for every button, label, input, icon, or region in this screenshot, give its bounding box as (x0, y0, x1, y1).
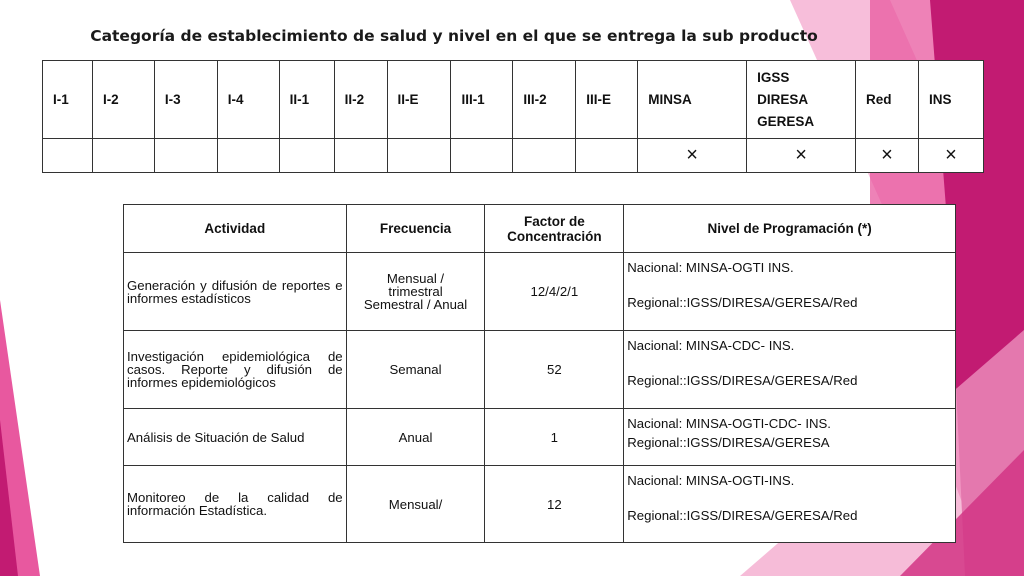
empty-cell (387, 139, 451, 173)
level-header-red: Red (856, 61, 919, 139)
x-mark-icon: × (856, 139, 919, 173)
geresa-line: GERESA (757, 113, 815, 129)
table-row (124, 409, 956, 466)
nivel-nacional: Nacional: MINSA-OGTI-CDC- INS. (627, 416, 831, 431)
x-mark-icon: × (918, 139, 983, 173)
header-nivel: Nivel de Programación (*) (624, 205, 956, 253)
activity-header-row (124, 205, 956, 253)
nivel-regional: Regional::IGSS/DIRESA/GERESA (627, 435, 830, 450)
frecuencia-line: Semestral / Anual (363, 297, 468, 312)
level-header: II-1 (279, 61, 334, 139)
nivel-nacional: Nacional: MINSA-CDC- INS. (627, 338, 795, 353)
empty-cell (279, 139, 334, 173)
table-row (124, 331, 956, 409)
frecuencia-cell: Mensual/ (346, 466, 485, 543)
nivel-nacional: Nacional: MINSA-OGTI INS. (627, 260, 794, 275)
nivel-cell (624, 331, 956, 409)
header-frecuencia: Frecuencia (346, 205, 485, 253)
level-header-ins: INS (918, 61, 983, 139)
table-row (124, 253, 956, 331)
header-factor (485, 205, 624, 253)
frecuencia-cell: Anual (346, 409, 485, 466)
level-header: III-2 (513, 61, 576, 139)
x-mark-icon: × (747, 139, 856, 173)
empty-cell (576, 139, 638, 173)
factor-cell: 52 (485, 331, 624, 409)
levels-table (42, 60, 984, 173)
level-header: I-4 (217, 61, 279, 139)
actividad-cell: Generación y difusión de reportes e informes estadísticos (124, 253, 347, 331)
empty-cell (154, 139, 217, 173)
factor-cell: 12 (485, 466, 624, 543)
actividad-cell: Análisis de Situación de Salud (124, 409, 347, 466)
levels-header-row (43, 61, 984, 139)
actividad-cell: Monitoreo de la calidad de información Estadística. (124, 466, 347, 543)
empty-cell (217, 139, 279, 173)
nivel-regional: Regional::IGSS/DIRESA/GERESA/Red (627, 295, 858, 310)
levels-marks-row (43, 139, 984, 173)
frecuencia-cell: Semanal (346, 331, 485, 409)
factor-cell: 12/4/2/1 (485, 253, 624, 331)
level-header: III-1 (451, 61, 513, 139)
x-mark-icon: × (638, 139, 747, 173)
level-header-igss (747, 61, 856, 139)
nivel-nacional: Nacional: MINSA-OGTI-INS. (627, 473, 795, 488)
factor-cell: 1 (485, 409, 624, 466)
page-title: Categoría de establecimiento de salud y nivel en el que se entrega la sub producto (90, 27, 818, 45)
diresa-line: DIRESA (757, 91, 809, 107)
frecuencia-cell (346, 253, 485, 331)
nivel-regional: Regional::IGSS/DIRESA/GERESA/Red (627, 508, 858, 523)
header-actividad: Actividad (124, 205, 347, 253)
level-header: I-3 (154, 61, 217, 139)
actividad-cell: Investigación epidemiológica de casos. Reporte y difusión de informes epidemiológicos (124, 331, 347, 409)
level-header: I-2 (92, 61, 154, 139)
level-header: III-E (576, 61, 638, 139)
table-row (124, 466, 956, 543)
empty-cell (43, 139, 93, 173)
frecuencia-line: Mensual / (386, 271, 445, 286)
empty-cell (92, 139, 154, 173)
empty-cell (513, 139, 576, 173)
nivel-cell (624, 466, 956, 543)
activity-table (123, 204, 956, 543)
header-factor-line2: Concentración (507, 228, 602, 244)
empty-cell (451, 139, 513, 173)
igss-line: IGSS (757, 69, 790, 85)
nivel-regional: Regional::IGSS/DIRESA/GERESA/Red (627, 373, 858, 388)
nivel-cell (624, 409, 956, 466)
nivel-cell (624, 253, 956, 331)
level-header: I-1 (43, 61, 93, 139)
level-header-minsa: MINSA (638, 61, 747, 139)
header-factor-line1: Factor de (523, 213, 585, 229)
frecuencia-line: trimestral (388, 284, 443, 299)
empty-cell (334, 139, 387, 173)
level-header: II-E (387, 61, 451, 139)
level-header: II-2 (334, 61, 387, 139)
